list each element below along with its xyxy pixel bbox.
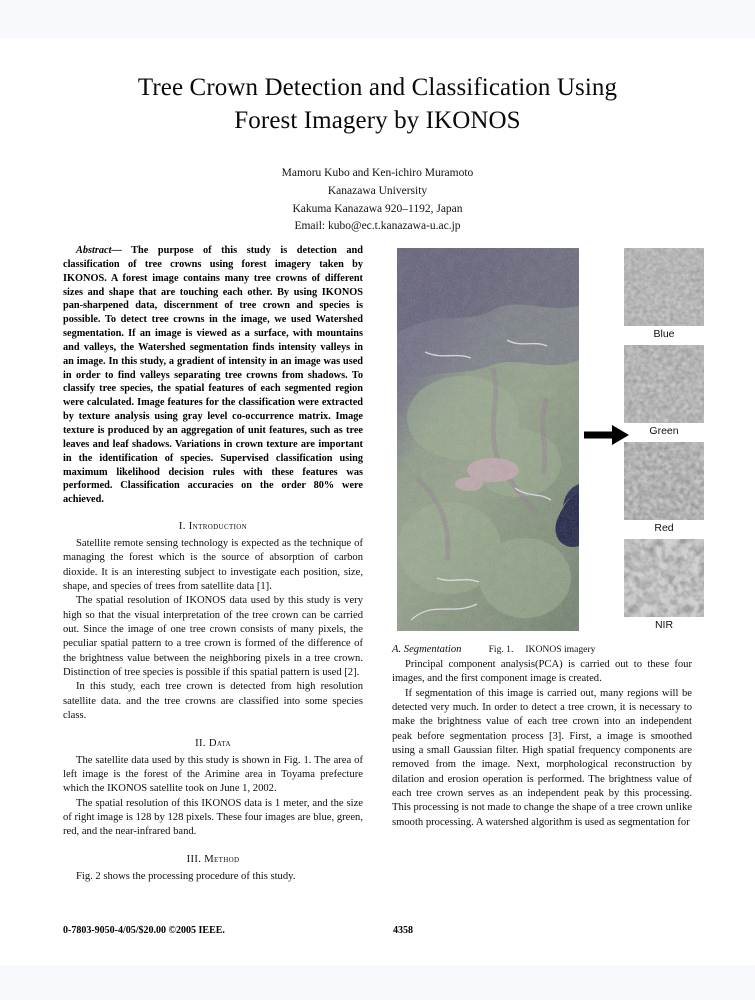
page-footer (63, 925, 692, 939)
band-image-nir-graphic (624, 539, 704, 617)
data-paragraph-1: The satellite data used by this study is shown in Fig. 1. The area of left image is the forest of the Arimine area in Toyama prefecture which the IKONOS satellite took on June 1, 2002. (63, 754, 363, 795)
intro-paragraph-1: Satellite remote sensing technology is expected as the technique of managing the forest which is the source of absorption of carbon dioxide. It is an interesting subject to investigate each position, size, shape, and species of trees from satellite data [1]. (63, 538, 363, 593)
band-image-blue (624, 248, 704, 326)
figure-caption (392, 644, 692, 655)
band-label-blue: Blue (653, 328, 675, 340)
band-image-nir (624, 539, 704, 617)
author-block (63, 165, 692, 236)
affiliation: Kanazawa University (327, 184, 428, 197)
abstract-text: The purpose of this study is detection and classification of tree crowns using forest imagery taken by IKONOS. A forest image contains many tree crowns of different sizes and shape that are touching each other. By using IKONOS pan-sharpened data, discernment of tree crown and species is possible. To detect tree crowns in the image, we used Watershed segmentation. If an image is viewed as a surface, with mountains and valleys, the Watershed segmentation finds intensity valleys in an image. In this study, a gradient of intensity in an image was used in order to find valleys separating tree crowns from shadows. To classify tree species, the spatial features of each segmented region were calculated. Image features for the classification were extracted by texture analysis using gray level co-occurrence matrix. Image texture is produced by an aggregation of unit features, such as tree leaves and leaf shadows. Variations in crown texture are important in the identification of species. Supervised classification using maximum likelihood decision rules with these features was performed. Classification accuracies on the order 80% were achieved. (63, 245, 363, 506)
intro-paragraph-3: In this study, each tree crown is detected from high resolution satellite data. and the tree crowns are classified into some species class. (63, 681, 363, 722)
address: Kakuma Kanazawa 920–1192, Japan (292, 202, 463, 215)
segmentation-paragraph-2: If segmentation of this image is carried out, many regions will be detected very much. In order to detect a tree crown, it is necessary to make the brightness value of each tree crown into an independent peak before segmentation process [3]. First, a image is smoothed using a small Gaussian filter. High spatial frequency components are removed from the image. Next, morphological reconstruction by dilation and erosion operation is performed. The brightness value of each tree crown serves as an independent peak by this processing. This processing is not made to change the shape of a tree crown unlike smooth processing. A watershed algorithm is used as segmentation for (392, 687, 692, 828)
title-block (63, 38, 692, 236)
paper-page (0, 38, 755, 965)
intro-paragraph-2: The spatial resolution of IKONOS data used by this study is very high so that the visual interpretation of the tree crown can be carried out. Since the image of one tree crown consists of many pixels, the peculiar spatial pattern to a tree crown is formed of the difference of the brightness value between the neighboring pixels in a tree crown. Distinction of tree species is possible if this spatial pattern is used [2]. (63, 595, 363, 679)
satellite-image (397, 248, 579, 631)
band-label-green: Green (649, 425, 679, 437)
section-heading-data: II. Data (195, 737, 231, 749)
author-names: Mamoru Kubo and Ken-ichiro Muramoto (281, 167, 474, 179)
band-image-red (624, 442, 704, 520)
page-content (63, 38, 692, 965)
satellite-image-graphic (397, 248, 579, 631)
band-image-stack (624, 248, 710, 636)
left-column (63, 244, 363, 884)
band-image-blue-graphic (624, 248, 704, 326)
title-line-1: Tree Crown Detection and Classification Using (137, 74, 618, 101)
title-line-2: Forest Imagery by IKONOS (234, 107, 521, 134)
band-image-green (624, 345, 704, 423)
page-number: 4358 (393, 925, 413, 936)
band-label-red: Red (654, 522, 674, 534)
subsection-heading-segmentation: A. Segmentation (392, 644, 462, 655)
section-heading-introduction: I. Introduction (178, 521, 248, 533)
copyright-notice: 0-7803-9050-4/05/$20.00 ©2005 IEEE. (63, 925, 225, 936)
right-column (392, 244, 692, 830)
abstract-label: Abstract (76, 245, 112, 256)
abstract-dash: — (111, 245, 122, 256)
figure-caption-label: Fig. 1. (488, 644, 514, 655)
abstract-paragraph (63, 244, 363, 507)
segmentation-paragraph-1: Principal component analysis(PCA) is carried out to these four images, and the first component image is created. (392, 659, 692, 685)
figure-caption-text: IKONOS imagery (525, 644, 596, 655)
method-paragraph-1: Fig. 2 shows the processing procedure of this study. (76, 870, 296, 882)
email: Email: kubo@ec.t.kanazawa-u.ac.jp (294, 220, 461, 233)
page-title (63, 38, 692, 137)
band-image-red-graphic (624, 442, 704, 520)
data-paragraph-2: The spatial resolution of this IKONOS data is 1 meter, and the size of right image is 128 by 128 pixels. These four images are blue, green, red, and the near-infrared band. (63, 797, 363, 838)
band-image-green-graphic (624, 345, 704, 423)
section-heading-method: III. Method (186, 853, 240, 865)
band-label-nir: NIR (654, 619, 674, 631)
